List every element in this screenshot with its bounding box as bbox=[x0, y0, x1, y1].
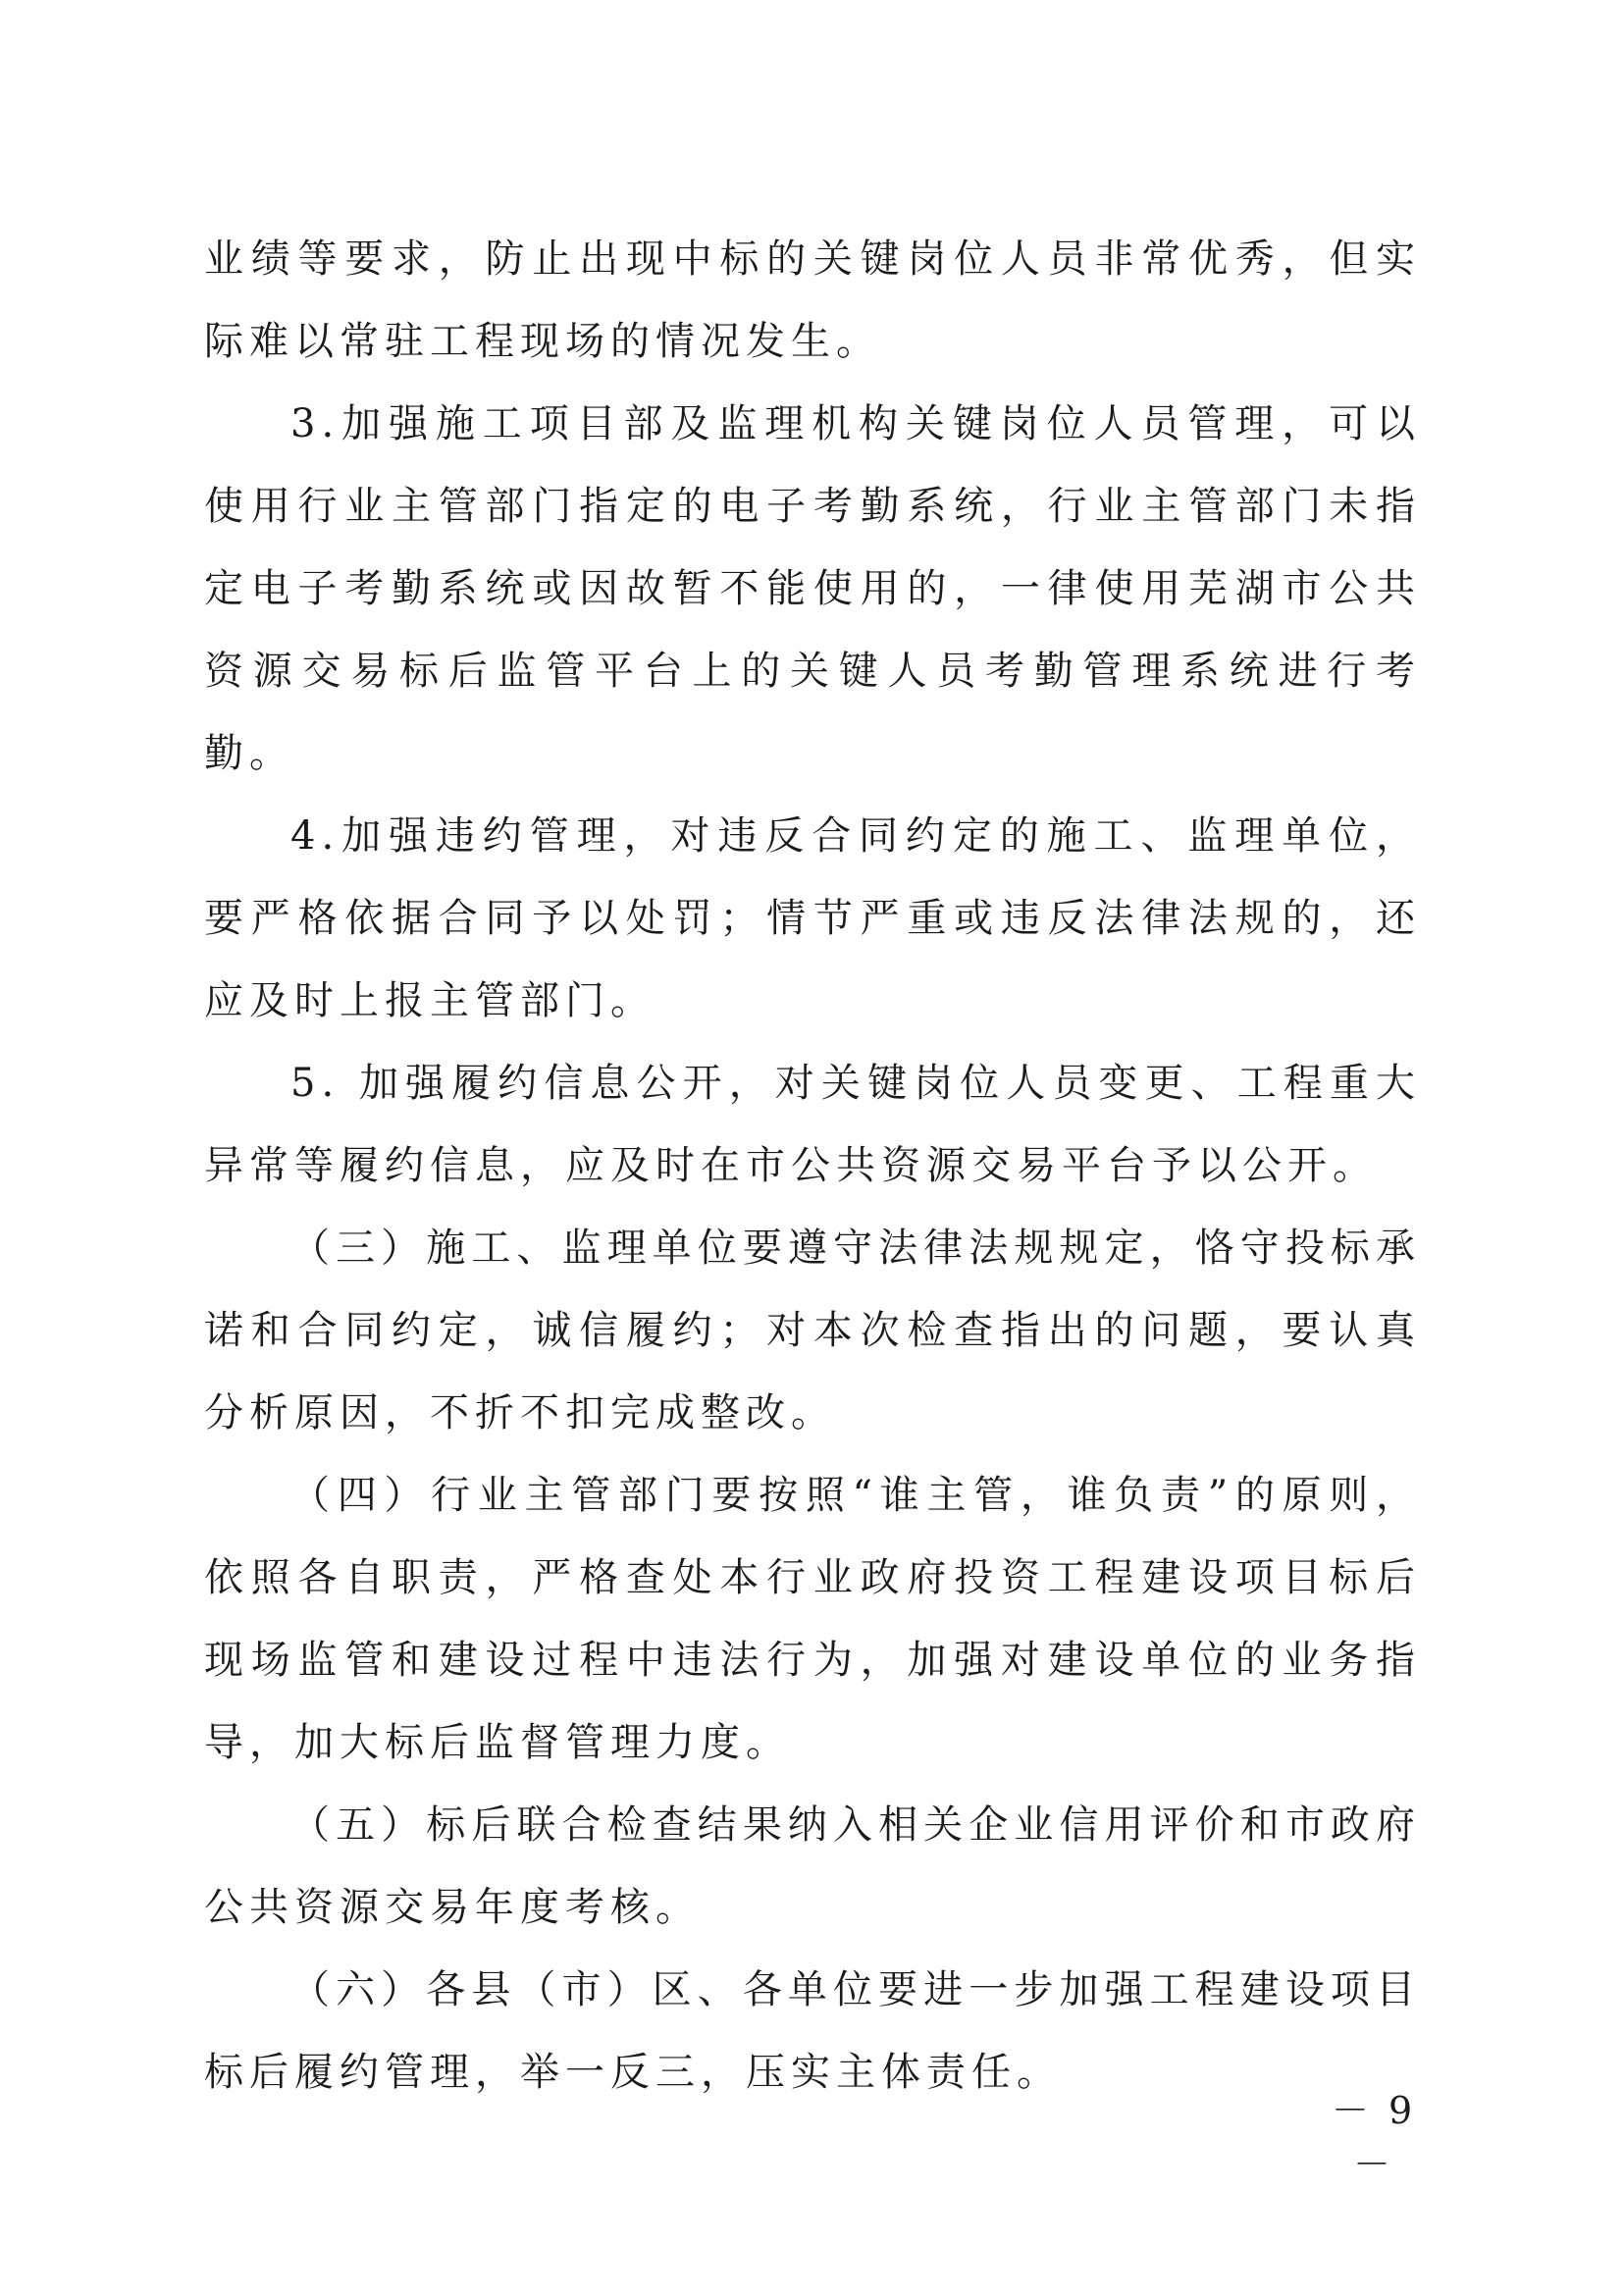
paragraph-section-6: （六）各县（市）区、各单位要进一步加强工程建设项目标后履约管理，举一反三，压实主体责任。 bbox=[204, 1967, 1421, 2095]
paragraph-item-5: 5. 加强履约信息公开，对关键岗位人员变更、工程重大异常等履约信息，应及时在市公共资源交易平台予以公开。 bbox=[204, 1061, 1421, 1188]
paragraph-continuation: 业绩等要求，防止出现中标的关键岗位人员非常优秀，但实际难以常驻工程现场的情况发生。 bbox=[204, 236, 1421, 364]
paragraph-section-4: （四）行业主管部门要按照“谁主管，谁负责”的原则，依照各自职责，严格查处本行业政府投资工程建设项目标后现场监管和建设过程中违法行为，加强对建设单位的业务指导，加大标后监督管理力度。 bbox=[204, 1473, 1421, 1765]
paragraph-section-5: （五）标后联合检查结果纳入相关企业信用评价和市政府公共资源交易年度考核。 bbox=[204, 1802, 1421, 1930]
paragraph-item-3: 3.加强施工项目部及监理机构关键岗位人员管理，可以使用行业主管部门指定的电子考勤系统，行业主管部门未指定电子考勤系统或因故暂不能使用的，一律使用芜湖市公共资源交易标后监管平台上的关键人员考勤管理系统进行考勤。 bbox=[204, 401, 1421, 776]
page-number: － 9 － bbox=[1331, 2089, 1417, 2186]
paragraph-item-4: 4.加强违约管理，对违反合同约定的施工、监理单位，要严格依据合同予以处罚；情节严重或违反法律法规的，还应及时上报主管部门。 bbox=[204, 813, 1421, 1023]
paragraph-section-3: （三）施工、监理单位要遵守法律法规规定，恪守投标承诺和合同约定，诚信履约；对本次检查指出的问题，要认真分析原因，不折不扣完成整改。 bbox=[204, 1226, 1421, 1435]
document-body bbox=[204, 218, 1421, 2113]
